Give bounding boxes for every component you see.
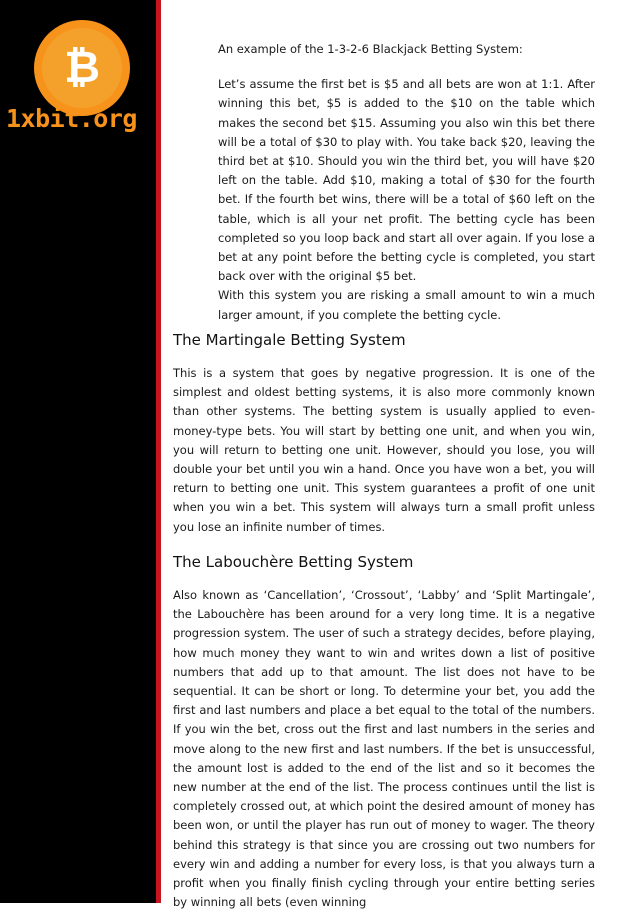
- bitcoin-coin-icon: [34, 20, 130, 116]
- martingale-heading: The Martingale Betting System: [173, 331, 406, 349]
- martingale-section: [173, 330, 595, 537]
- labouchere-section: [173, 552, 595, 912]
- labouchere-body: Also known as ‘Cancellation’, ‘Crossout’, ‘Labby’ and ‘Split Martingale’, the Labouchère has been around for a very long time. It is a negative progression system. The user of such a strategy decides, before playing, how much money they want to win and writes down a list of positive numbers that add up to that amount. The list does not have to be sequential. It can be short or long. To determine your bet, you add the first and last numbers and place a bet equal to the total of the numbers. If you win the bet, cross out the first and last numbers in the series and move along to the new first and last numbers. If the bet is unsuccessful, the amount lost is added to the end of the list and so it becomes the new number at the end of the list. The process continues until the list is completely crossed out, at which point the desired amount of money has been won, or until the player has run out of money to wager. The theory behind this strategy is that since you are crossing out two numbers for every win and adding a number for every loss, is that you always turn a profit when you finally finish cycling through your entire betting series by winning all bets (even winning: [173, 588, 595, 910]
- example-conclusion: With this system you are risking a small amount to win a much larger amount, if you complete the betting cycle.: [218, 288, 595, 322]
- bitcoin-symbol: ₿: [42, 28, 122, 108]
- brand-logo: [0, 0, 156, 140]
- martingale-body: This is a system that goes by negative progression. It is one of the simplest and oldest betting systems, it is also more commonly known than other systems. The betting system is usually applied to even-money-type bets. You will start by betting one unit, and when you win, you will return to betting one unit. However, should you lose, you will double your bet until you win a hand. Once you have won a bet, you will return to betting one unit. This system guarantees a profit of one unit when you win a bet. This system will always turn a small profit unless you lose an infinite number of times.: [173, 366, 595, 534]
- red-divider: [156, 0, 161, 903]
- brand-text: 1xbit.org: [6, 104, 137, 133]
- labouchere-heading: The Labouchère Betting System: [173, 553, 414, 571]
- example-block: [218, 40, 595, 325]
- example-intro: An example of the 1-3-2-6 Blackjack Betting System:: [218, 42, 523, 56]
- example-body: Let’s assume the first bet is $5 and all bets are won at 1:1. After winning this bet, $5 is added to the $10 on the table which makes the second bet $15. Assuming you also win this bet there will be a total of $30 to play with. You take back $20, leaving the third bet at $10. Should you win the third bet, you will have $20 left on the table. Add $10, making a total of $30 for the fourth bet. If the fourth bet wins, there will be a total of $60 left on the table, which is all your net profit. The betting cycle has been completed so you loop back and start all over again. If you lose a bet at any point before the betting cycle is completed, you start back over with the original $5 bet.: [218, 77, 595, 284]
